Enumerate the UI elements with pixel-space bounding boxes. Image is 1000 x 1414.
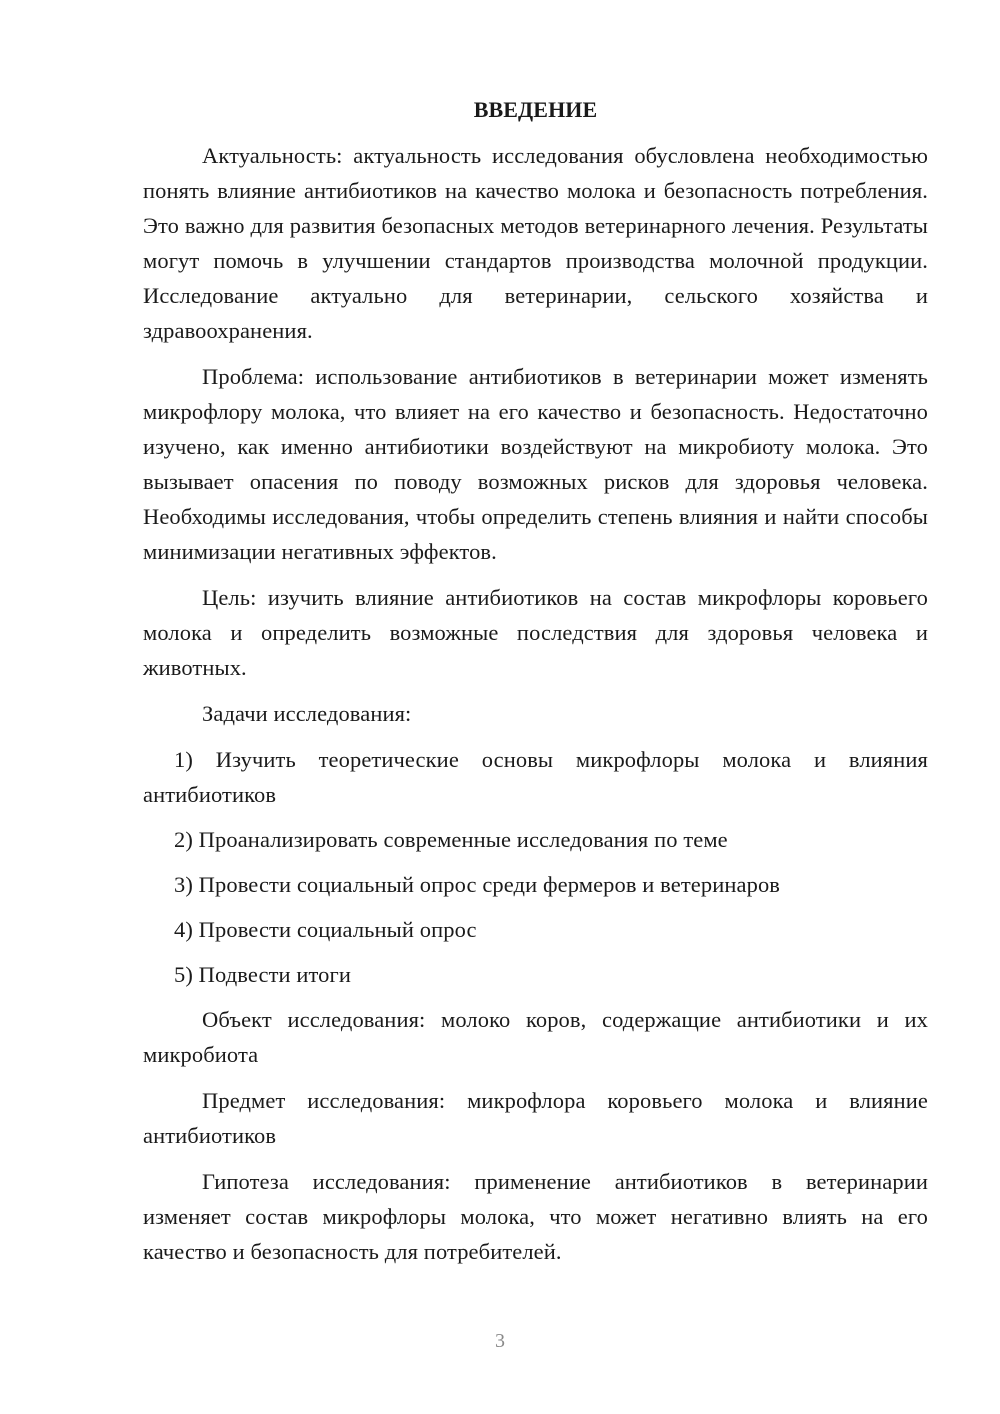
subject-paragraph: Предмет исследования: микрофлора коровьего молока и влияние антибиотиков — [143, 1088, 928, 1148]
hypothesis-paragraph: Гипотеза исследования: применение антибиотиков в ветеринарии изменяет состав микрофлоры молока, что может негативно влиять на его качество и безопасность для потребителей. — [143, 1169, 928, 1264]
page-number: 3 — [495, 1330, 505, 1352]
task-item-3: 3) Провести социальный опрос среди фермеров и ветеринаров — [174, 872, 781, 897]
section-title: ВВЕДЕНИЕ — [473, 97, 598, 122]
task-item-5: 5) Подвести итоги — [174, 962, 351, 987]
object-paragraph: Объект исследования: молоко коров, содержащие антибиотики и их микробиота — [143, 1007, 928, 1067]
relevance-paragraph: Актуальность: актуальность исследования обусловлена необходимостью понять влияние антибиотиков на качество молока и безопасность потребления. Это важно для развития безопасных методов ветеринарного лечения. Результаты могут помочь в улучшении стандартов производства молочной продукции. Исследование актуально для ветеринарии, сельского хозяйства и здравоохранения. — [143, 143, 928, 343]
document-page — [143, 92, 928, 1280]
tasks-heading: Задачи исследования: — [202, 701, 412, 726]
problem-paragraph: Проблема: использование антибиотиков в ветеринарии может изменять микрофлору молока, что влияет на его качество и безопасность. Недостаточно изучено, как именно антибиотики воздействуют на микробиоту молока. Это вызывает опасения по поводу возможных рисков для здоровья человека. Необходимы исследования, чтобы определить степень влияния и найти способы минимизации негативных эффектов. — [143, 364, 928, 564]
task-item-2: 2) Проанализировать современные исследования по теме — [174, 827, 728, 852]
goal-paragraph: Цель: изучить влияние антибиотиков на состав микрофлоры коровьего молока и определить возможные последствия для здоровья человека и животных. — [143, 585, 928, 680]
task-item-4: 4) Провести социальный опрос — [174, 917, 477, 942]
task-item-1: 1) Изучить теоретические основы микрофлоры молока и влияния антибиотиков — [143, 747, 928, 807]
